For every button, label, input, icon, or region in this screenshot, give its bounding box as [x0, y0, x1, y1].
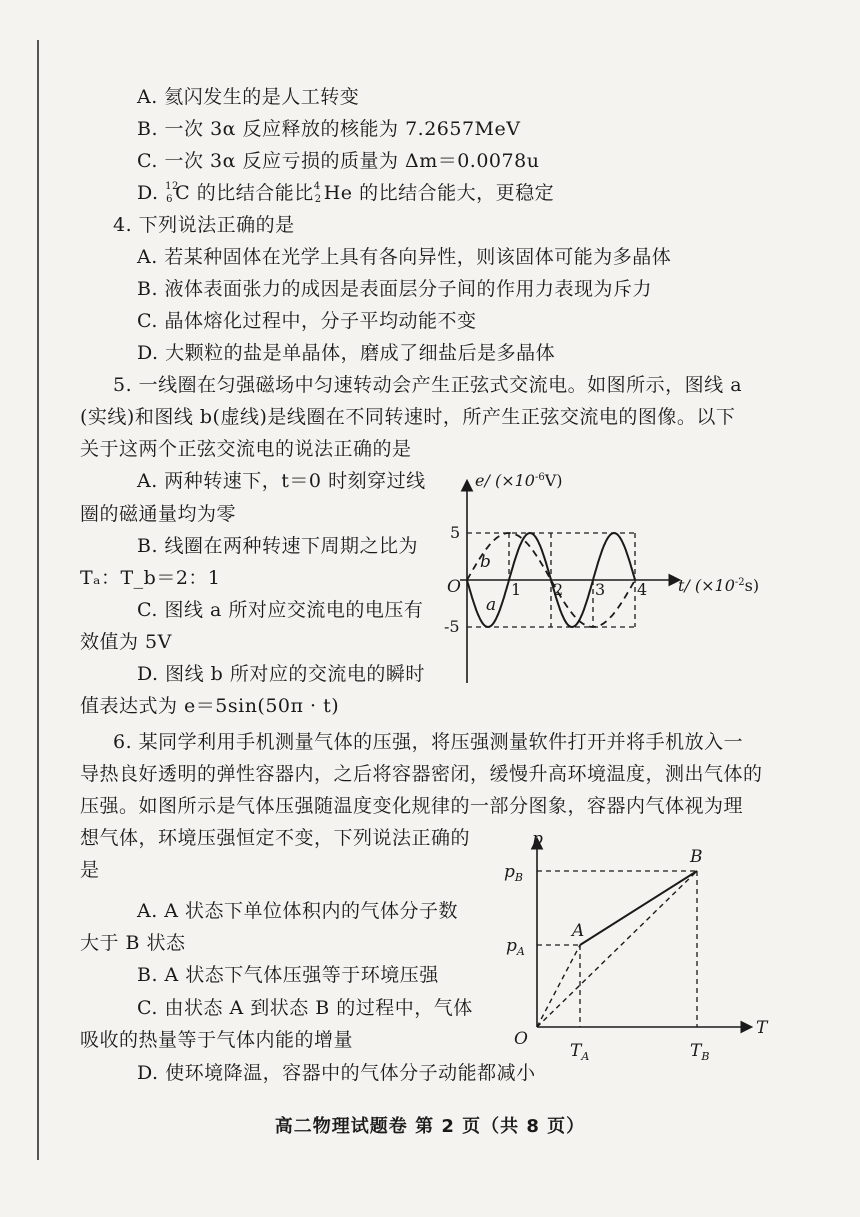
- q4-stem: 4. 下列说法正确的是: [113, 214, 295, 236]
- point-a-label: A: [572, 921, 585, 941]
- q5-option-c-line-1: C. 图线 a 所对应交流电的电压有: [137, 599, 424, 621]
- origin-label: O: [447, 577, 461, 597]
- q5-option-d-line-1: D. 图线 b 所对应的交流电的瞬时: [137, 663, 425, 685]
- line-O-B: [537, 871, 697, 1027]
- x-axis-label: t/ $(\times 10^{-2}s)$: [678, 576, 760, 595]
- q4-option-c: C. 晶体熔化过程中，分子平均动能不变: [137, 310, 477, 332]
- q6-option-d: D. 使环境降温，容器中的气体分子动能都减小: [137, 1062, 536, 1084]
- t-axis-label: T: [756, 1018, 768, 1038]
- x-tick-label: 3: [595, 580, 606, 599]
- q5-stem-line-2: (实线)和图线 b(虚线)是线圈在不同转速时，所产生正弦交流电的图像。以下: [80, 406, 736, 428]
- line-O-A: [537, 945, 580, 1027]
- curve-b-label: b: [480, 552, 491, 572]
- q5-option-a-line-2: 圈的磁通量均为零: [80, 503, 237, 525]
- point-b-label: B: [690, 847, 703, 867]
- carbon-nuclide: 12 6: [165, 181, 179, 205]
- q6-stem-line-2: 导热良好透明的弹性容器内，之后将容器密闭，缓慢升高环境温度，测出气体的: [80, 763, 763, 785]
- helium-nuclide: 4 2: [313, 181, 322, 205]
- line-A-B: [580, 871, 697, 945]
- q6-option-c-line-1: C. 由状态 A 到状态 B 的过程中，气体: [137, 997, 473, 1019]
- x-tick-label: 4: [637, 580, 648, 599]
- q5-option-d-line-2: 值表达式为 e＝5sin(50π · t): [80, 695, 340, 717]
- q5-option-b-line-2: Tₐ：T_b＝2：1: [80, 567, 221, 589]
- y-axis-label: e/ $(\times 10^{-6}V)$: [475, 471, 563, 490]
- q5-stem-line-1: 5. 一线圈在匀强磁场中匀速转动会产生正弦式交流电。如图所示，图线 a: [113, 374, 743, 396]
- q6-option-b: B. A 状态下气体压强等于环境压强: [137, 964, 439, 986]
- q3-option-b: B. 一次 3α 反应释放的核能为 7.2657MeV: [137, 118, 521, 140]
- tick-y-pos: 5: [450, 523, 461, 542]
- q3-option-d: D. 12 6 C 的比结合能比 4 2 He 的比结合能大，更稳定: [137, 181, 555, 205]
- curve-a-label: a: [486, 595, 497, 615]
- x-tick-label: 1: [511, 580, 522, 599]
- q5-option-b-line-1: B. 线圈在两种转速下周期之比为: [137, 535, 419, 557]
- q5-stem-line-3: 关于这两个正弦交流电的说法正确的是: [80, 438, 412, 460]
- q6-stem-line-5: 是: [80, 859, 100, 881]
- ac-voltage-graph: [440, 468, 760, 708]
- p-axis-label: p: [532, 830, 543, 849]
- TB-label: $T_B$: [690, 1041, 710, 1063]
- q5-option-a-line-1: A. 两种转速下，t＝0 时刻穿过线: [137, 470, 426, 492]
- q3-option-c: C. 一次 3α 反应亏损的质量为 Δm＝0.0078u: [137, 150, 540, 172]
- q6-option-c-line-2: 吸收的热量等于气体内能的增量: [80, 1029, 354, 1051]
- q6-stem-line-4: 想气体，环境压强恒定不变，下列说法正确的: [80, 827, 471, 849]
- q5-option-c-line-2: 效值为 5V: [80, 631, 172, 653]
- q4-option-b: B. 液体表面张力的成因是表面层分子间的作用力表现为斥力: [137, 278, 653, 300]
- q6-stem-line-1: 6. 某同学利用手机测量气体的压强，将压强测量软件打开并将手机放入一: [113, 731, 744, 753]
- page-footer: 高二物理试题卷 第 2 页（共 8 页）: [274, 1116, 586, 1137]
- q6-option-a-line-1: A. A 状态下单位体积内的气体分子数: [137, 900, 459, 922]
- q6-option-a-line-2: 大于 B 状态: [80, 932, 186, 954]
- q3-option-a: A. 氦闪发生的是人工转变: [137, 86, 360, 108]
- tick-y-neg: -5: [444, 617, 460, 636]
- x-tick-label: 2: [553, 580, 564, 599]
- pA-label: $p_A$: [506, 936, 525, 958]
- TA-label: $T_A$: [570, 1041, 590, 1063]
- pB-label: $p_B$: [504, 862, 523, 884]
- pressure-temperature-graph: [500, 830, 780, 1070]
- q4-option-a: A. 若某种固体在光学上具有各向异性，则该固体可能为多晶体: [137, 246, 672, 268]
- q4-option-d: D. 大颗粒的盐是单晶体，磨成了细盐后是多晶体: [137, 342, 556, 364]
- q6-stem-line-3: 压强。如图所示是气体压强随温度变化规律的一部分图象，容器内气体视为理: [80, 795, 744, 817]
- origin-label: O: [514, 1029, 528, 1049]
